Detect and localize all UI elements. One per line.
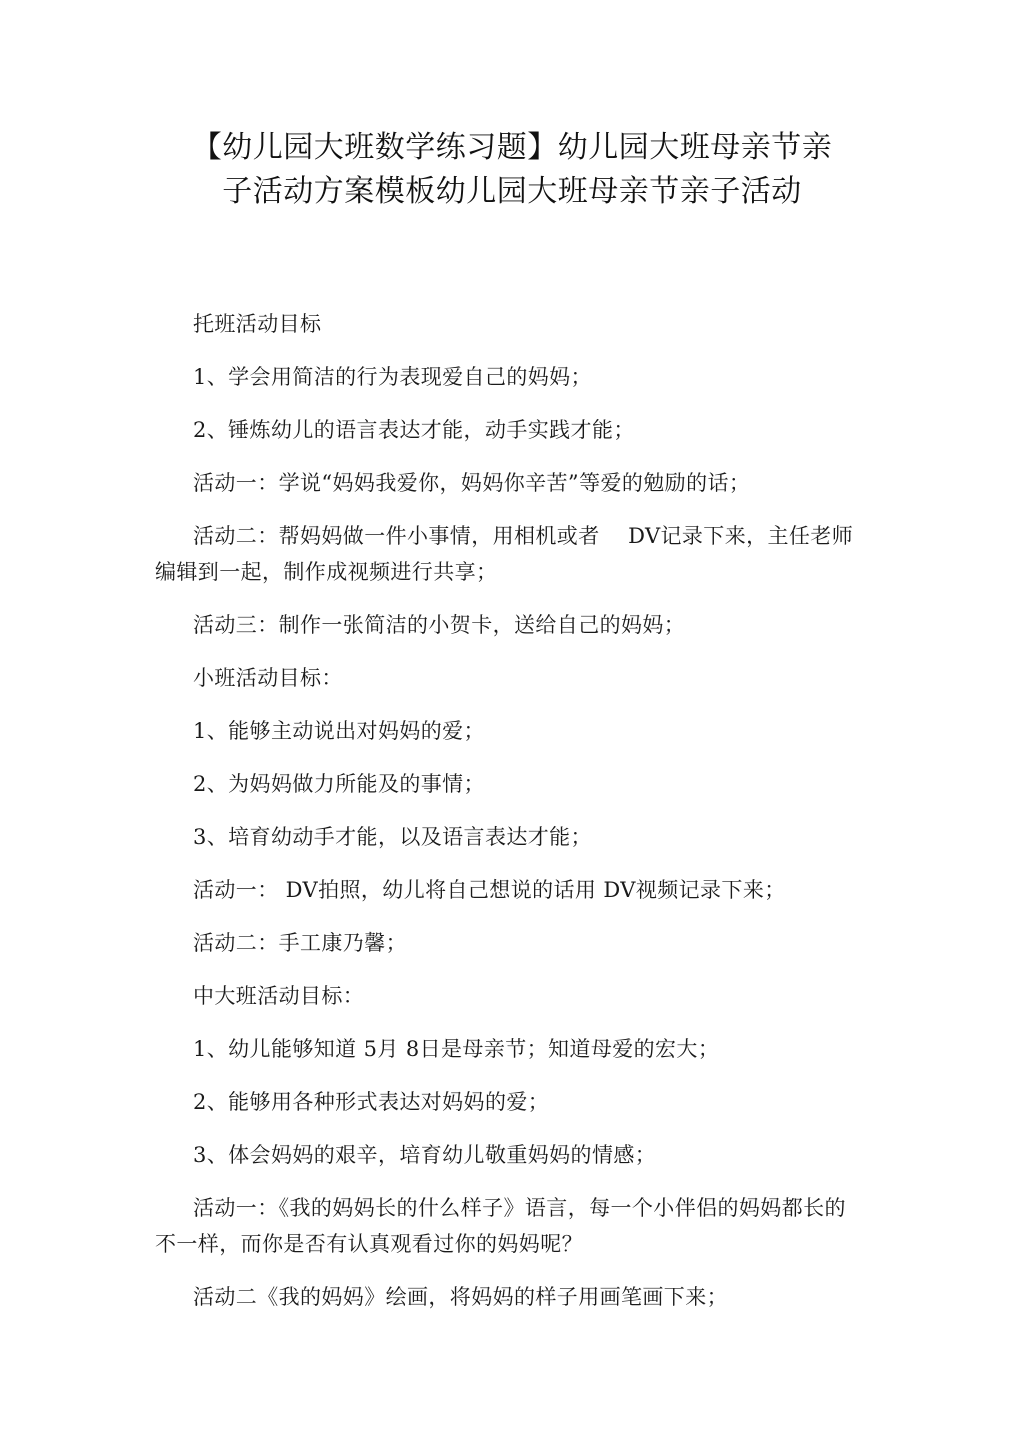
activity-paragraph: 活动二：帮妈妈做一件小事情，用相机或者 DV记录下来，主任老师编辑到一起，制作成视频进行共享； (155, 524, 854, 584)
title-line-2: 子活动方案模板幼儿园大班母亲节亲子活动 (222, 174, 802, 209)
activity-paragraph: 活动二《我的妈妈》绘画，将妈妈的样子用画笔画下来； (193, 1285, 728, 1309)
list-item: 1、能够主动说出对妈妈的爱； (193, 719, 485, 743)
section-heading: 小班活动目标： (193, 666, 343, 690)
title-line-1: 【幼儿园大班数学练习题】幼儿园大班母亲节亲 (191, 130, 833, 165)
list-item: 3、体会妈妈的艰辛，培育幼儿敬重妈妈的情感； (193, 1143, 657, 1167)
list-item: 1、幼儿能够知道 5月 8日是母亲节；知道母爱的宏大； (193, 1037, 720, 1061)
list-item: 3、培育幼动手才能，以及语言表达才能； (193, 825, 592, 849)
list-item: 2、为妈妈做力所能及的事情； (193, 772, 485, 796)
document-title (150, 126, 874, 214)
list-item: 1、学会用简洁的行为表现爱自己的妈妈； (193, 365, 592, 389)
document-body (155, 306, 855, 1332)
list-item: 2、能够用各种形式表达对妈妈的爱； (193, 1090, 550, 1114)
section-heading: 中大班活动目标： (193, 984, 365, 1008)
activity-paragraph: 活动三：制作一张简洁的小贺卡，送给自己的妈妈； (193, 613, 686, 637)
activity-paragraph: 活动二：手工康乃馨； (193, 931, 407, 955)
activity-paragraph: 活动一：学说“妈妈我爱你，妈妈你辛苦”等爱的勉励的话； (193, 471, 751, 495)
section-heading: 托班活动目标 (193, 312, 322, 336)
activity-paragraph: 活动一：《我的妈妈长的什么样子》语言，每一个小伴侣的妈妈都长的不一样，而你是否有认真观看过你的妈妈呢？ (155, 1196, 846, 1256)
activity-paragraph: 活动一： DV拍照，幼儿将自己想说的话用 DV视频记录下来； (193, 878, 786, 902)
list-item: 2、锤炼幼儿的语言表达才能，动手实践才能； (193, 418, 635, 442)
